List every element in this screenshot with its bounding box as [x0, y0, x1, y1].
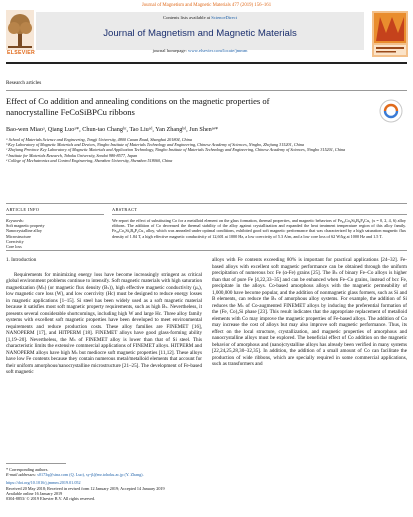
affiliation-c: ᶜ Zhejiang Province Key Laboratory of Magnetic Materials and Application Technology, Ningbo Institute of Materials Technology and Engineering, Chinese Academy of Sciences, Ningbo 315201, China	[6, 147, 346, 153]
doi-link[interactable]: https://doi.org/10.1016/j.jmmm.2019.01.052	[6, 480, 81, 486]
affiliation-b: ᵇ Key Laboratory of Magnetic Materials and Devices, Ningbo Institute of Materials Technology and Engineering, Chinese Academy of Sciences, Ningbo, Zhejiang 315201, China	[6, 142, 305, 148]
sciencedirect-link[interactable]: ScienceDirect	[211, 15, 237, 20]
homepage-prefix: journal homepage:	[152, 48, 189, 53]
received-dates: Received 20 May 2018; Received in revised form 12 January 2019; Accepted 14 January 2019	[6, 485, 165, 491]
journal-title[interactable]: Journal of Magnetism and Magnetic Materials	[103, 28, 297, 39]
keywords-label: Keywords:	[6, 218, 24, 223]
affiliations	[6, 137, 406, 163]
article-type: Research articles	[6, 80, 42, 86]
body-column-right	[212, 257, 407, 368]
header-rule	[6, 62, 407, 64]
abstract-text: We report the effect of substituting Co for a metalloid element on the glass formation, thermal properties, and magnetic behaviors of Fe₈₃Co₀Si₂B₈P₆Cu₁ (x = 0, 2, 4, 6) alloy ribbons. The addition of Co decreased the thermal stability of the alloy against crystallization and expanded the heat treatment temperature region of this alloy family. Fe₈₃Co₄Si₂B₈P₂Cu₁ alloy, which was annealed under optimal conditions, exhibited good soft magnetic performance that was characterized by a high saturation magnetic flux density of 1.84 T, a high effective magnetic conductivity of 12,601 at 1000 Hz, a low coercivity of 5.3 A/m, and a low core loss of 62 W/kg at 1000 Hz and 1.5 T.	[112, 218, 406, 239]
contents-line	[36, 15, 364, 20]
divider	[6, 90, 407, 91]
divider	[112, 214, 407, 215]
article-info-heading: ARTICLE INFO	[6, 207, 40, 212]
copyright: 0304-8853/ © 2019 Elsevier B.V. All rights reserved.	[6, 496, 96, 502]
email-prefix: E-mail addresses:	[6, 472, 38, 478]
body-paragraph: Requirements for minimizing energy loss have become increasingly stringent as critical global environment problems continue to intensify. Soft magnetic materials with high saturation magnetization (Mₛ) (or magnetic flux density (Bₛ)), high effective magnetic conductivity (μₑ), low magnetic core loss (W), and low coercivity (Hc) must be designed to reduce energy losses in magnetic applications [1–15]. Si steel has been widely used as a soft magnetic material because it satisfies most soft magnetic property requirements, such as high Bₛ. Nevertheless, it presents several considerable shortcomings, including high W and large Hc. Three alloy family systems with excellent soft magnetic properties have been developed to meet environmental requirements and reduce production costs. These alloy families are FINEMET [16], NANOPERM [17], and HITPERM [18]. FINEMET alloys have good glass-forming ability [1,19–20]. Nevertheless, the Mₛ of FINEMET alloy is lower than that of Si steel. This characteristic limits the extensive commercial applications of FINEMET alloys. HITPERM and NANOPERM alloys have high Mₛ but mediocre soft magnetic properties [11,12]. These alloys have low Fe contents because they contain numerous metal/metalloid elements that account for their uniform amorphous/nanocrystalline microstructure [21–25]. The development of Fe-based soft magnetic	[6, 271, 202, 375]
article-title	[6, 96, 346, 118]
journal-cover-thumbnail	[372, 11, 408, 57]
article-title-line-1: Effect of Co addition and annealing conditions on the magnetic properties of	[6, 96, 270, 106]
divider	[6, 250, 407, 251]
affiliation-d: ᵈ Institute for Materials Research, Tohoku University, Sendai 980-8577, Japan	[6, 152, 138, 158]
keyword-item: Nanocrystalline alloy	[6, 228, 42, 234]
corresponding-note: * Corresponding authors.	[6, 467, 49, 472]
publisher-wordmark: ELSEVIER	[6, 50, 36, 56]
footnotes	[6, 467, 202, 501]
footnote-rule	[6, 463, 66, 464]
keywords-block	[6, 218, 104, 249]
article-title-line-2: nanocrystalline FeCoSiBPCu ribbons	[6, 107, 135, 117]
affiliation-e: ᵉ College of Mechatronics and Control Engineering, Shenzhen University, Shenzhen 518060, China	[6, 157, 173, 163]
homepage-line	[36, 48, 364, 53]
keyword-item: Microstructure	[6, 233, 31, 239]
affiliation-a: ᵃ School of Materials Science and Engineering, Tongji University, 4800 Caoan Road, Shanghai 201804, China	[6, 137, 192, 142]
email-links[interactable]: s0173q@sina.com (Q. Luo), sy-jl@mr.tohoku.ac.jp (Y. Zhang).	[37, 472, 144, 478]
elsevier-tree-logo	[6, 10, 34, 50]
online-date: Available online 16 January 2019	[6, 490, 63, 496]
keyword-item: Soft magnetic property	[6, 223, 45, 229]
journal-reference: Journal of Magnetism and Magnetic Materials 477 (2019) 156–161	[141, 3, 272, 8]
keyword-item: Coercivity	[6, 238, 24, 244]
author-list[interactable]: Bao-wen Miaoᵃ, Qiang Luoᵃ*, Chun-tao Changᵇᶜ, Tao Liuᵃᵈ, Yan Zhangᵇᵈ, Jun Shenᵃᵉ*	[6, 126, 219, 133]
homepage-link[interactable]: www.elsevier.com/locate/jmmm	[188, 48, 248, 53]
body-paragraph: alloys with Fe contents exceeding 80% is important for practical applications [24–32]. Fe-based alloys with excellent soft magnetic performance can be obtained through the uniform precipitation of numerous bcc Fe (α-Fe) grains [25]. The Bₛ of binary Fe–Co alloys is higher than that of pure Fe [4,22,33–35] and can be enhanced when Fe–Co grains, instead of bcc Fe, precipitate in the alloys. Co-based amorphous alloys with the magnetic permeability of 1,000,000 have become popular, and the addition of nonmagnetic glass formers, such as Si and B elements, can reduce the Bₛ of amorphous alloy systems. For example, the addition of Si reduces the Mₛ of Co-augmented FINEMET alloys by inducing the preferential formation of the (Fe, Co)₃Si phase [23]. This result indicates that the appropriate replacement of metalloid elements with Co may improve the magnetic properties of Fe-based alloys. The addition of Co may increase the cost of alloys but may also improve soft magnetic performance. Thus, its effect on the local structure, crystallization, and magnetic properties of amorphous and nanocrystalline alloys must be explored. The beneficial effect of Co addition on the magnetic behavior of amorphous and (nano)crystalline alloys has already been verified in many systems [22,24,25,28,30–32,35]. In addition, the addition of a small amount of Co can facilitate the production of wide ribbons, which are specially required in some commercial applications, such as transformers and	[212, 257, 407, 367]
body-column-left	[6, 257, 202, 376]
check-for-updates-icon[interactable]	[378, 98, 404, 124]
abstract-heading: ABSTRACT	[112, 207, 138, 212]
contents-prefix: Contents lists available at	[163, 15, 212, 20]
journal-masthead	[36, 12, 364, 53]
keyword-item: Core loss	[6, 244, 22, 250]
divider	[6, 203, 407, 204]
divider	[6, 214, 104, 215]
section-heading: 1. Introduction	[6, 257, 37, 263]
